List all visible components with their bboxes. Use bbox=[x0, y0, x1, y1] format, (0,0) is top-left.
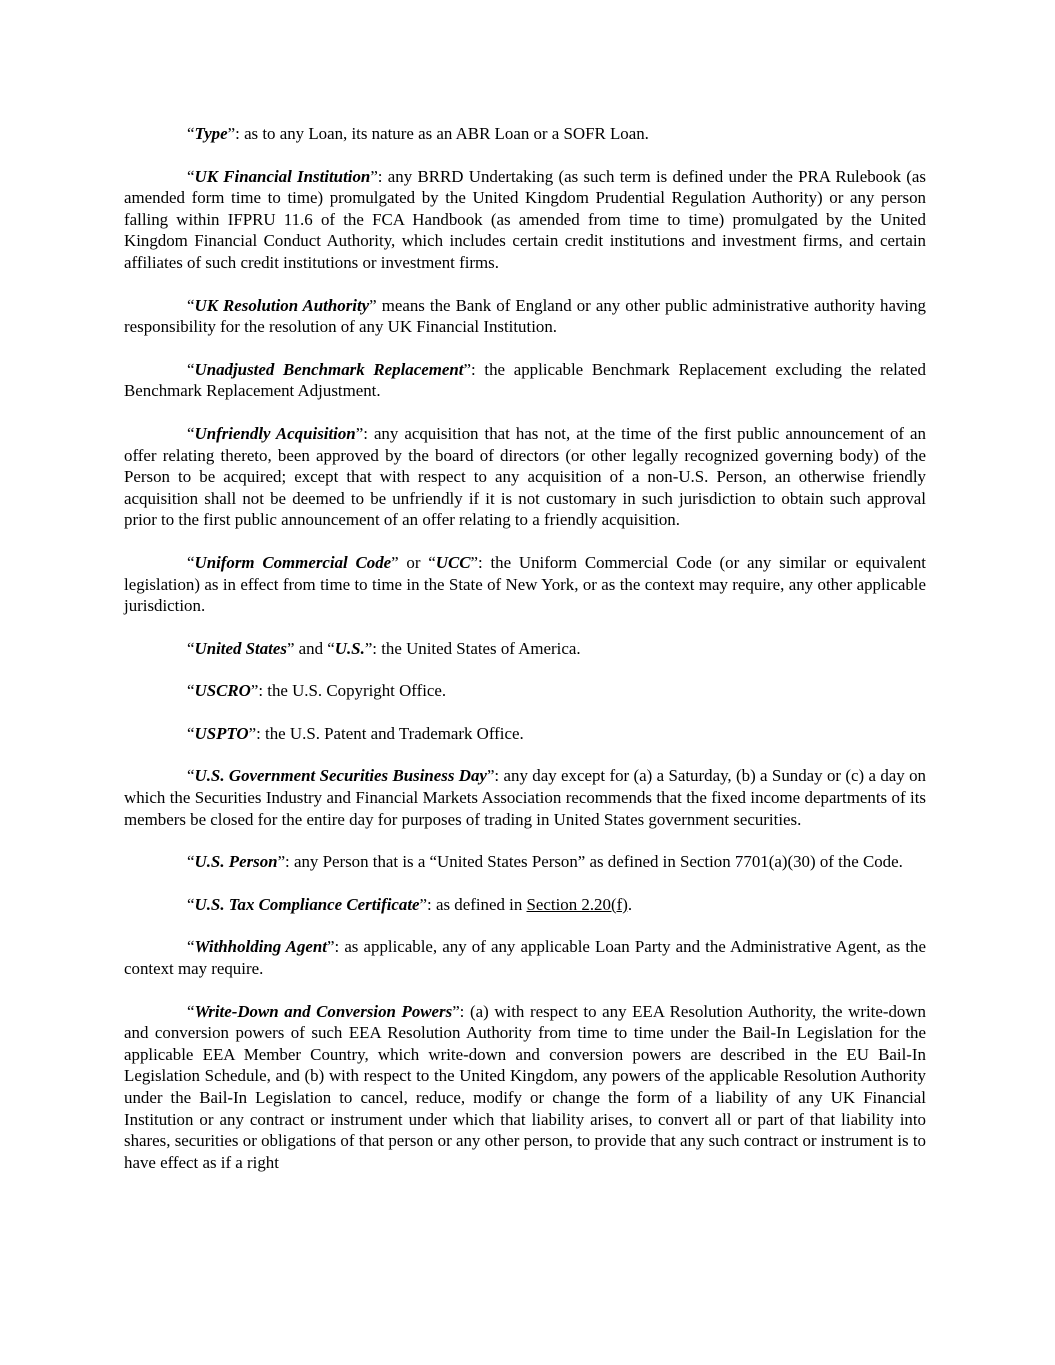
term-connector: ” and “ bbox=[286, 638, 335, 658]
open-quote: “ bbox=[187, 166, 195, 186]
open-quote: “ bbox=[187, 681, 195, 701]
open-quote: “ bbox=[187, 552, 195, 572]
open-quote: “ bbox=[187, 295, 195, 315]
definition-us-government-securities-business-day bbox=[124, 765, 926, 830]
close-quote: ” bbox=[369, 295, 382, 315]
definition-text: any acquisition that has not, at the time of the first public announcement of an offer relating thereto, been approved by the board of directors (or other legally recognized governing body) of the Person to be acquired; except that with respect to any acquisition of a non-U.S. Person, an otherwise friendly acquisition shall not be deemed to be unfriendly if it is not customary in such jurisdiction to obtain such approval prior to the first public announcement of an offer relating to a friendly acquisition. bbox=[124, 423, 926, 530]
defined-term: Unfriendly Acquisition bbox=[194, 423, 356, 443]
definition-us-tax-compliance-certificate bbox=[124, 894, 926, 916]
definition-uk-financial-institution bbox=[124, 166, 926, 274]
definition-type bbox=[124, 123, 926, 145]
definition-text: the U.S. Copyright Office. bbox=[267, 681, 447, 701]
definition-text: means the Bank of England or any other public administrative authority having responsibility for the resolution of any UK Financial Institution. bbox=[124, 295, 926, 337]
open-quote: “ bbox=[187, 766, 195, 786]
open-quote: “ bbox=[187, 852, 195, 872]
definition-write-down-and-conversion-powers bbox=[124, 1001, 926, 1174]
open-quote: “ bbox=[187, 894, 195, 914]
definition-text: the Uniform Commercial Code (or any similar or equivalent legislation) as in effect from time to time in the State of New York, or as the context may require, any other applicable jurisdiction. bbox=[124, 552, 926, 616]
close-quote: ”: bbox=[227, 124, 245, 143]
defined-term-alt: U.S. bbox=[334, 638, 365, 658]
close-quote: ”: bbox=[419, 894, 436, 914]
close-quote: ”: bbox=[452, 1001, 470, 1021]
section-reference-link[interactable]: Section 2.20(f) bbox=[526, 894, 628, 914]
definition-uk-resolution-authority bbox=[124, 295, 926, 338]
definition-text: as to any Loan, its nature as an ABR Loan or a SOFR Loan. bbox=[244, 124, 649, 143]
close-quote: ”: bbox=[486, 766, 504, 786]
open-quote: “ bbox=[187, 723, 195, 743]
definition-text: the U.S. Patent and Trademark Office. bbox=[265, 723, 524, 743]
definition-text: as defined in bbox=[435, 894, 527, 914]
open-quote: “ bbox=[187, 937, 195, 957]
definition-uspto bbox=[124, 723, 926, 745]
defined-term: Withholding Agent bbox=[194, 937, 327, 957]
defined-term: United States bbox=[194, 638, 287, 658]
close-quote: ”: bbox=[364, 638, 382, 658]
defined-term: U.S. Tax Compliance Certificate bbox=[194, 894, 420, 914]
defined-term: USCRO bbox=[194, 681, 251, 701]
definition-withholding-agent bbox=[124, 936, 926, 979]
trailing-period: . bbox=[627, 894, 633, 914]
close-quote: ”: bbox=[277, 852, 294, 872]
defined-term-alt: UCC bbox=[435, 552, 471, 572]
defined-term: U.S. Person bbox=[194, 852, 278, 872]
open-quote: “ bbox=[187, 124, 195, 143]
defined-term: Unadjusted Benchmark Replacement bbox=[194, 359, 464, 379]
definition-uscro bbox=[124, 680, 926, 702]
definition-text: the applicable Benchmark Replacement excluding the related Benchmark Replacement Adjustment. bbox=[124, 359, 926, 401]
definition-text: any Person that is a “United States Person” as defined in Section 7701(a)(30) of the Code. bbox=[293, 852, 903, 872]
term-connector: ” or “ bbox=[391, 552, 436, 572]
close-quote: ”: bbox=[248, 723, 266, 743]
definition-text: any BRRD Undertaking (as such term is defined under the PRA Rulebook (as amended form time to time) promulgated by the United Kingdom Prudential Regulation Authority) or any person falling within IFPRU 11.6 of the FCA Handbook (as amended from time to time) promulgated by the United Kingdom Financial Conduct Authority, which includes certain credit institutions and investment firms, and certain affiliates of such credit institutions or investment firms. bbox=[124, 166, 926, 272]
definition-united-states bbox=[124, 638, 926, 660]
close-quote: ”: bbox=[470, 552, 491, 572]
open-quote: “ bbox=[187, 423, 195, 443]
definition-us-person bbox=[124, 851, 926, 873]
open-quote: “ bbox=[187, 359, 195, 379]
definition-text: (a) with respect to any EEA Resolution Authority, the write-down and conversion powers of such EEA Resolution Authority from time to time under the Bail-In Legislation for the applicable EEA Member Country, which write-down and conversion powers are described in the EU Bail-In Legislation Schedule, and (b) with respect to the United Kingdom, any powers of the applicable Resolution Authority under the Bail-In Legislation to cancel, reduce, modify or change the form of a liability of any UK Financial Institution or any contract or instrument under which that liability arises, to convert all or part of that liability into shares, securities or obligations of that person or any other person, to provide that any such contract or instrument is to have effect as if a right bbox=[124, 1001, 926, 1172]
close-quote: ”: bbox=[355, 423, 374, 443]
definition-text: any day except for (a) a Saturday, (b) a Sunday or (c) a day on which the Securities Industry and Financial Markets Association recommends that the fixed income departments of its members be closed for the entire day for purposes of trading in United States government securities. bbox=[124, 766, 927, 829]
open-quote: “ bbox=[187, 1001, 195, 1021]
definition-text: the United States of America. bbox=[381, 638, 581, 658]
definition-unfriendly-acquisition bbox=[124, 423, 926, 531]
defined-term: Uniform Commercial Code bbox=[194, 552, 392, 572]
defined-term: Write-Down and Conversion Powers bbox=[194, 1001, 453, 1021]
close-quote: ”: bbox=[370, 166, 388, 186]
close-quote: ”: bbox=[463, 359, 485, 379]
close-quote: ”: bbox=[326, 937, 345, 957]
definition-unadjusted-benchmark-replacement bbox=[124, 359, 926, 402]
document-page bbox=[124, 123, 926, 1194]
definition-text: as applicable, any of any applicable Loan Party and the Administrative Agent, as the context may require. bbox=[124, 937, 926, 979]
close-quote: ”: bbox=[250, 681, 268, 701]
defined-term: UK Resolution Authority bbox=[194, 295, 370, 315]
defined-term: USPTO bbox=[194, 723, 249, 743]
definition-uniform-commercial-code bbox=[124, 552, 926, 617]
defined-term: Type bbox=[194, 124, 228, 143]
open-quote: “ bbox=[187, 638, 195, 658]
defined-term: U.S. Government Securities Business Day bbox=[194, 766, 487, 786]
defined-term: UK Financial Institution bbox=[194, 166, 371, 186]
